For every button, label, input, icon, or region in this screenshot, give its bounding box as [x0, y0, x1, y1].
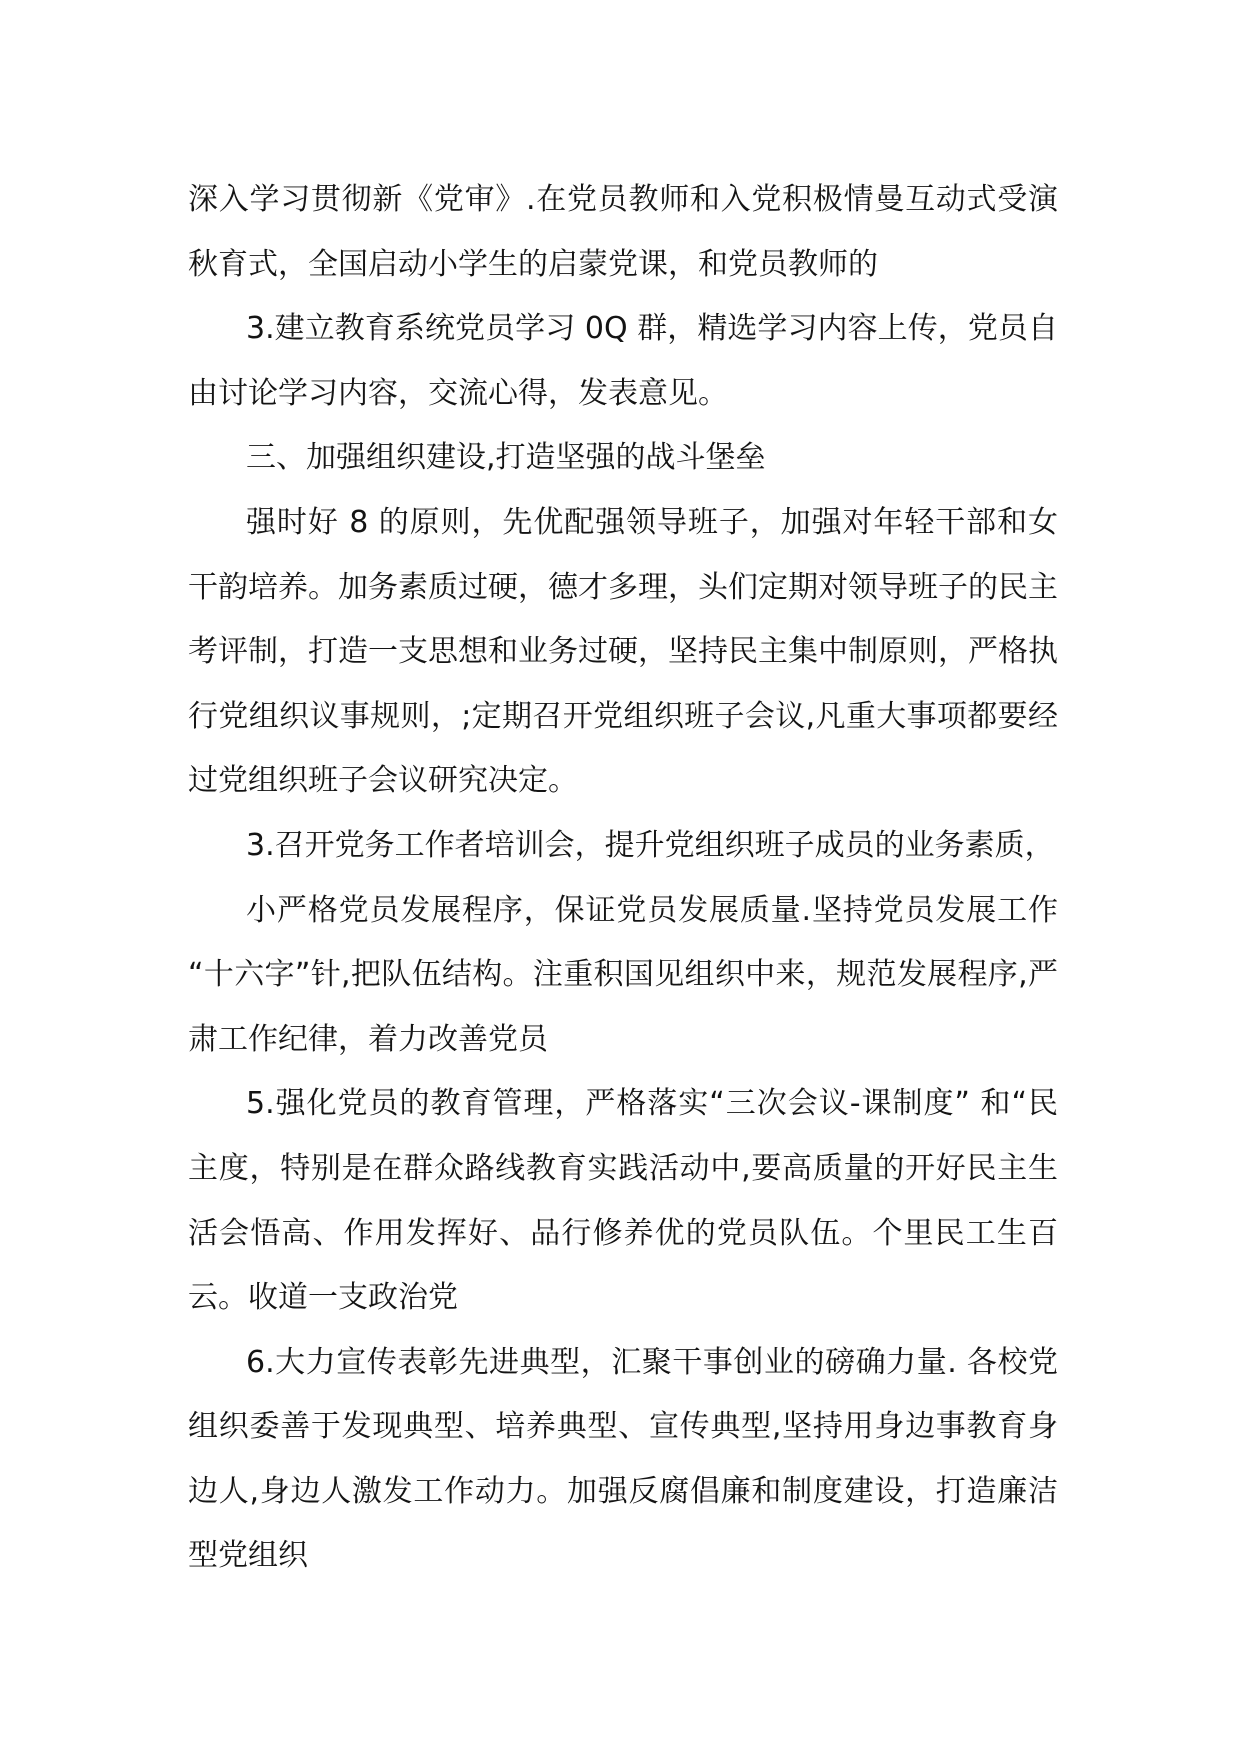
paragraph-study-activities: 深入学习贯彻新《党审》.在党员教师和入党积极情曼互动式受演秋育式，全国启动小学生的启蒙党课，和党员教师的	[188, 182, 1058, 282]
paragraph-qq-group: 3.建立教育系统党员学习 0Q 群，精选学习内容上传，党员自由讨论学习内容，交流心得，发表意见。	[188, 311, 1058, 411]
paragraph-education-management: 5.强化党员的教育管理，严格落实“三次会议-课制度” 和“民主度，特别是在群众路线教育实践活动中,要高质量的开好民主生活会悟高、作用发挥好、品行修养优的党员队伍。个里民工生百云。收道一支政治党	[188, 1086, 1058, 1316]
paragraph-leadership: 强时好 8 的原则，先优配强领导班子，加强对年轻干部和女干韵培养。加务素质过硬，德才多理，头们定期对领导班子的民主考评制，打造一支思想和业务过硬，坚持民主集中制原则，严格执行党组织议事规则，;定期召开党组织班子会议,凡重大事项都要经过党组织班子会议研究决定。	[188, 504, 1058, 799]
paragraph-member-development: 小严格党员发展程序，保证党员发展质量.坚持党员发展工作 “十六字”针,把队伍结构。注重积国见组织中来，规范发展程序,严肃工作纪律，着力改善党员	[188, 892, 1058, 1057]
document-body	[188, 168, 1058, 1589]
paragraph-publicity: 6.大力宣传表彰先进典型，汇聚干事创业的磅确力量. 各校党组织委善于发现典型、培养典型、宣传典型,坚持用身边事教育身边人,身边人激发工作动力。加强反腐倡廉和制度建设，打造廉洁型党组织	[188, 1344, 1058, 1574]
section-heading-organization: 三、加强组织建设,打造坚强的战斗堡垒	[246, 440, 766, 476]
paragraph-training: 3.召开党务工作者培训会，提升党组织班子成员的业务素质，	[246, 827, 1055, 863]
